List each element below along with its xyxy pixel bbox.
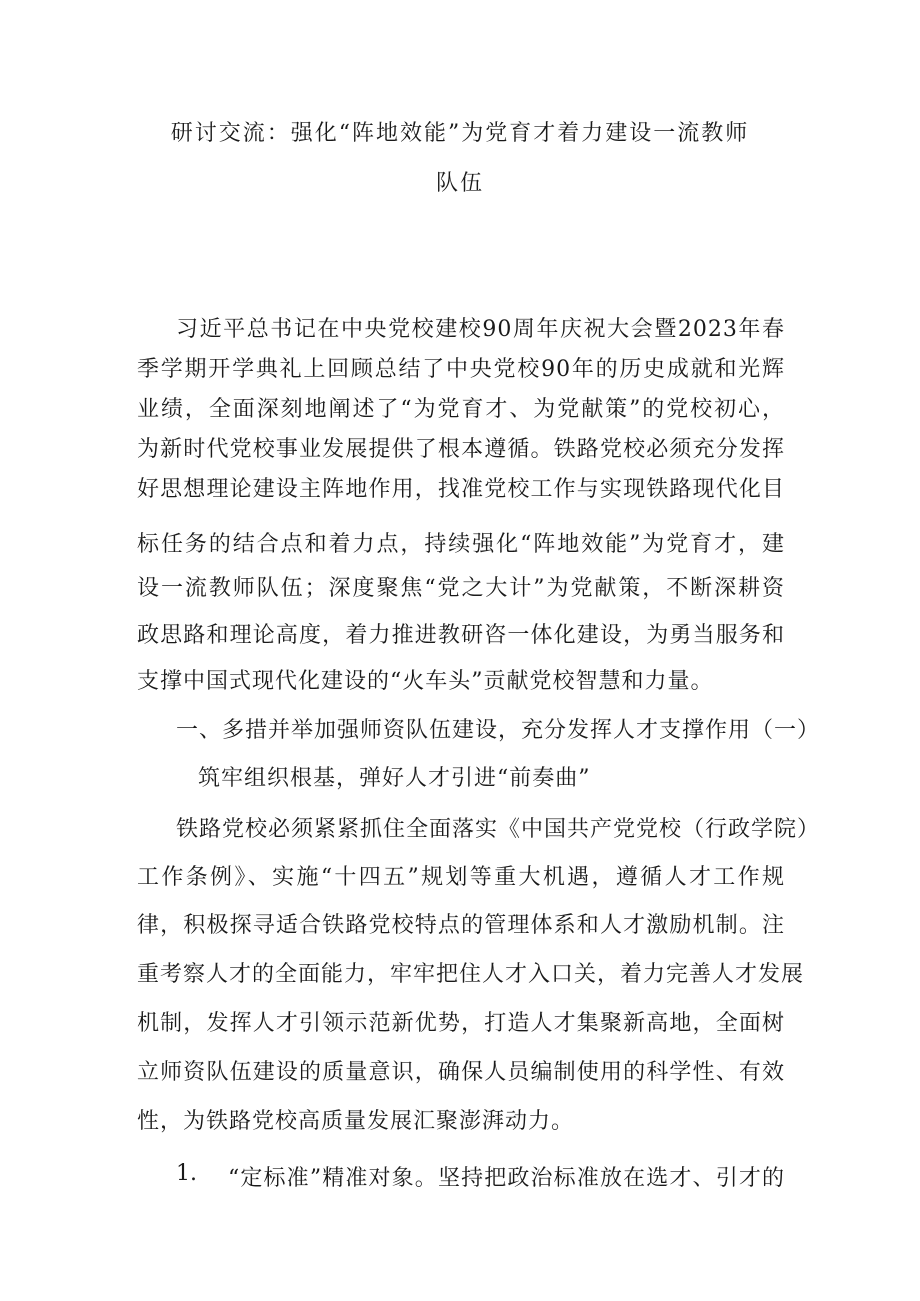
body-line: 工作条例》、实施“十四五”规划等重大机遇，遵循人才工作规 bbox=[137, 865, 785, 890]
intro-line: 习近平总书记在中央党校建校90周年庆祝大会暨2023年春 bbox=[176, 317, 785, 342]
document-title-line-2: 队伍 bbox=[435, 171, 484, 196]
numbered-item-text: “定标准”精准对象。坚持把政治标准放在选才、引才的 bbox=[228, 1166, 785, 1191]
body-line: 铁路党校必须紧紧抓住全面落实《中国共产党党校（行政学院） bbox=[176, 817, 821, 842]
section-heading-line-2: 筑牢组织根基，弹好人才引进“前奏曲” bbox=[198, 766, 591, 791]
document-title-line-1: 研讨交流：强化“阵地效能”为党育才着力建设一流教师 bbox=[170, 121, 750, 146]
numbered-item-number: 1. bbox=[176, 1161, 197, 1186]
intro-line: 好思想理论建设主阵地作用，找准党校工作与实现铁路现代化目 bbox=[137, 477, 785, 502]
section-heading-line-1: 一、多措并举加强师资队伍建设，充分发挥人才支撑作用（一） bbox=[176, 718, 821, 743]
intro-line: 设一流教师队伍；深度聚焦“党之大计”为党献策，不断深耕资 bbox=[137, 576, 785, 601]
intro-line: 政思路和理论高度，着力推进教研咨一体化建设，为勇当服务和 bbox=[137, 623, 785, 648]
intro-line: 支撑中国式现代化建设的“火车头”贡献党校智慧和力量。 bbox=[137, 669, 714, 694]
body-line: 性，为铁路党校高质量发展汇聚澎湃动力。 bbox=[137, 1109, 575, 1134]
intro-line: 业绩，全面深刻地阐述了“为党育才、为党献策”的党校初心， bbox=[137, 397, 785, 422]
body-line: 机制，发挥人才引领示范新优势，打造人才集聚新高地，全面树 bbox=[137, 1011, 785, 1036]
intro-line: 为新时代党校事业发展提供了根本遵循。铁路党校必须充分发挥 bbox=[137, 437, 785, 462]
body-line: 重考察人才的全面能力，牢牢把住人才入口关，着力完善人才发展 bbox=[137, 962, 805, 987]
body-line: 立师资队伍建设的质量意识，确保人员编制使用的科学性、有效 bbox=[137, 1060, 785, 1085]
body-line: 律，积极探寻适合铁路党校特点的管理体系和人才激励机制。注 bbox=[137, 913, 785, 938]
intro-line: 标任务的结合点和着力点，持续强化“阵地效能”为党育才，建 bbox=[137, 532, 785, 557]
intro-line: 季学期开学典礼上回顾总结了中央党校90年的历史成就和光辉 bbox=[137, 357, 785, 382]
